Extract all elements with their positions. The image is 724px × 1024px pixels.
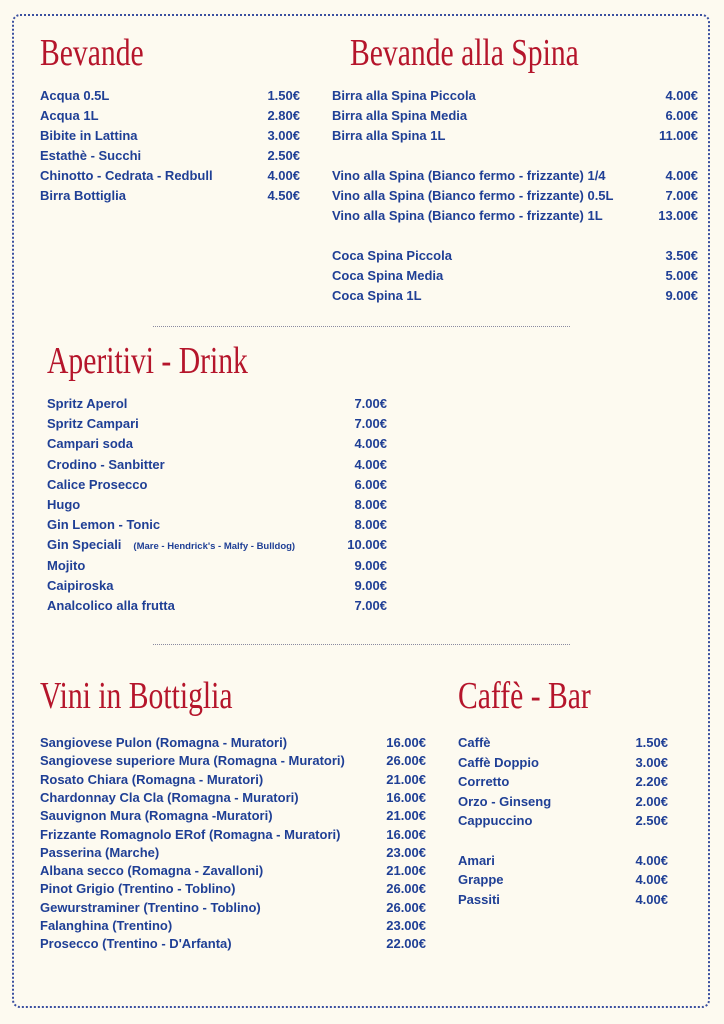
item-price: 21.00€ [386, 863, 426, 879]
item-name [47, 536, 295, 556]
item-name [47, 415, 139, 433]
item-name-text: Bibite in Lattina [40, 128, 138, 143]
item-name [332, 247, 452, 265]
item-name-text: Sangiovese superiore Mura (Romagna - Muratori) [40, 753, 345, 769]
item-name [332, 107, 467, 125]
item-price: 9.00€ [665, 288, 698, 303]
section-divider [153, 326, 570, 327]
menu-item [458, 852, 668, 870]
menu-item [332, 247, 698, 265]
menu-item [47, 395, 387, 413]
section-divider [153, 644, 570, 645]
menu-item [40, 826, 426, 844]
item-name-text: Crodino - Sanbitter [47, 456, 165, 472]
item-price: 4.00€ [354, 456, 387, 472]
item-price: 4.00€ [354, 436, 387, 452]
item-name-text: Passiti [458, 891, 500, 907]
menu-item [40, 899, 426, 917]
item-name-text: Vino alla Spina (Bianco fermo - frizzante) 1L [332, 208, 603, 223]
menu-item [458, 793, 668, 811]
item-name [40, 826, 340, 844]
item-name-text: Analcolico alla frutta [47, 598, 175, 613]
menu-item [40, 127, 300, 145]
item-name [40, 789, 299, 807]
menu-item [332, 187, 698, 205]
item-name-text: Coca Spina 1L [332, 288, 422, 303]
item-price: 3.00€ [267, 128, 300, 143]
item-name [40, 187, 126, 205]
item-name [40, 899, 261, 917]
menu-item [47, 536, 387, 554]
item-name-text: Caffè Doppio [458, 754, 539, 770]
item-name-text: Acqua 1L [40, 108, 99, 123]
item-name [458, 812, 532, 830]
item-name-text: Spritz Campari [47, 416, 139, 432]
item-name-text: Corretto [458, 774, 510, 790]
item-name-text: Orzo - Ginseng [458, 793, 552, 809]
item-price: 4.00€ [635, 872, 668, 888]
item-name [40, 917, 172, 935]
item-name [47, 496, 80, 514]
item-note: (Mare - Hendrick's - Malfy - Bulldog) [133, 541, 296, 553]
item-name-text: Birra Bottiglia [40, 188, 126, 203]
item-name-text: Sauvignon Mura (Romagna -Muratori) [40, 808, 273, 824]
item-price: 7.00€ [354, 396, 387, 411]
item-name-text: Chardonnay Cla Cla (Romagna - Muratori) [40, 789, 299, 805]
item-name-text: Hugo [47, 497, 81, 512]
item-price: 7.00€ [665, 188, 698, 203]
item-name-text: Gin Lemon - Tonic [47, 517, 161, 533]
menu-item [332, 167, 698, 185]
menu-item [47, 435, 387, 453]
item-price: 2.20€ [635, 774, 668, 790]
menu-item [47, 476, 387, 494]
menu-item [458, 812, 668, 830]
item-name-text: Grappe [458, 872, 504, 888]
item-price: 23.00€ [386, 918, 426, 933]
item-name-text: Acqua 0.5L [40, 88, 110, 103]
menu-item [332, 207, 698, 225]
item-name [47, 557, 85, 575]
item-price: 2.00€ [635, 793, 668, 809]
item-price: 9.00€ [354, 577, 387, 593]
item-name [40, 87, 109, 105]
item-name-text: Estathè - Succhi [40, 148, 142, 163]
item-price: 9.00€ [354, 557, 387, 573]
item-price: 5.00€ [665, 268, 698, 283]
item-name [458, 852, 495, 870]
item-name [458, 734, 491, 752]
item-name-text: Gin Speciali [47, 537, 122, 553]
menu-item [332, 267, 698, 285]
item-name-text: Coca Spina Media [332, 268, 444, 283]
item-name [40, 771, 263, 789]
menu-item [40, 752, 426, 770]
menu-item [40, 935, 426, 953]
item-name-text: Caipiroska [47, 577, 114, 593]
item-name [332, 267, 443, 285]
section-title-spina: Bevande alla Spina [350, 32, 579, 74]
item-price: 2.50€ [267, 148, 300, 163]
item-price: 3.50€ [665, 248, 698, 263]
item-name [40, 844, 159, 862]
menu-item [40, 862, 426, 880]
item-name [332, 287, 422, 305]
item-name [332, 167, 606, 185]
item-name [332, 127, 445, 145]
item-price: 7.00€ [354, 416, 387, 432]
item-name [40, 107, 99, 125]
menu-item [40, 187, 300, 205]
menu-item [458, 891, 668, 909]
menu-item [458, 871, 668, 889]
item-name-text: Pinot Grigio (Trentino - Toblino) [40, 881, 236, 897]
menu-item [40, 880, 426, 898]
item-name [458, 891, 500, 909]
menu-item [40, 167, 300, 185]
item-name [47, 516, 160, 534]
item-price: 4.00€ [267, 168, 300, 183]
menu-item [332, 287, 698, 305]
item-name-text: Calice Prosecco [47, 476, 148, 492]
item-name [458, 773, 509, 791]
menu-item [40, 87, 300, 105]
item-name-text: Vino alla Spina (Bianco fermo - frizzante) 1/4 [332, 168, 606, 183]
item-name [47, 395, 127, 413]
item-price: 26.00€ [386, 753, 426, 769]
item-price: 3.00€ [635, 754, 668, 770]
item-price: 6.00€ [665, 108, 698, 123]
item-name-text: Chinotto - Cedrata - Redbull [40, 168, 213, 183]
item-name [40, 935, 232, 953]
menu-item [458, 754, 668, 772]
item-price: 4.00€ [635, 891, 668, 907]
menu-item [332, 87, 698, 105]
menu-item [40, 734, 426, 752]
item-price: 8.00€ [354, 497, 387, 512]
item-name-text: Coca Spina Piccola [332, 248, 452, 263]
item-price: 4.00€ [665, 168, 698, 183]
item-name-text: Cappuccino [458, 813, 533, 829]
item-price: 2.50€ [635, 813, 668, 829]
item-price: 16.00€ [386, 826, 426, 842]
menu-item [458, 734, 668, 752]
item-name [40, 807, 273, 825]
item-name [458, 871, 504, 889]
item-name-text: Birra alla Spina Media [332, 108, 468, 123]
item-name [40, 880, 235, 898]
item-name [47, 476, 147, 494]
section-title-aperitivi: Aperitivi - Drink [47, 340, 248, 382]
menu-item [47, 597, 387, 615]
menu-item [47, 557, 387, 575]
item-name-text: Caffè [458, 735, 491, 750]
menu-item [47, 415, 387, 433]
item-name [40, 127, 138, 145]
item-name-text: Sangiovese Pulon (Romagna - Muratori) [40, 735, 288, 750]
item-name [40, 167, 213, 185]
item-name-text: Amari [458, 852, 495, 868]
menu-item [40, 844, 426, 862]
menu-item [40, 147, 300, 165]
menu-item [40, 107, 300, 125]
menu-item [40, 807, 426, 825]
item-name-text: Birra alla Spina Piccola [332, 88, 476, 103]
item-price: 7.00€ [354, 598, 387, 613]
item-price: 1.50€ [267, 88, 300, 103]
item-price: 10.00€ [347, 537, 387, 553]
menu-item [40, 771, 426, 789]
item-name-text: Passerina (Marche) [40, 844, 160, 860]
item-price: 1.50€ [635, 735, 668, 750]
item-price: 13.00€ [658, 208, 698, 223]
item-price: 4.00€ [635, 852, 668, 868]
item-name-text: Vino alla Spina (Bianco fermo - frizzante) 0.5L [332, 188, 614, 203]
item-name-text: Birra alla Spina 1L [332, 128, 446, 143]
item-price: 6.00€ [354, 476, 387, 492]
section-title-bevande: Bevande [40, 32, 144, 74]
item-price: 16.00€ [386, 735, 426, 750]
item-name-text: Falanghina (Trentino) [40, 918, 173, 933]
item-name [332, 87, 476, 105]
section-title-caffe: Caffè - Bar [458, 675, 591, 717]
item-price: 2.80€ [267, 108, 300, 123]
item-name-text: Prosecco (Trentino - D'Arfanta) [40, 936, 232, 952]
menu-item [332, 107, 698, 125]
item-name-text: Mojito [47, 557, 86, 573]
menu-item [47, 496, 387, 514]
item-name-text: Campari soda [47, 436, 133, 452]
section-title-vini: Vini in Bottiglia [40, 675, 233, 717]
item-name [332, 187, 613, 205]
menu-item [47, 516, 387, 534]
item-name-text: Gewurstraminer (Trentino - Toblino) [40, 899, 261, 915]
item-name [458, 754, 539, 772]
item-price: 21.00€ [386, 808, 426, 824]
item-name [47, 577, 113, 595]
item-name [458, 793, 551, 811]
item-name [40, 752, 345, 770]
menu-item [40, 789, 426, 807]
item-price: 4.50€ [267, 188, 300, 203]
item-name [40, 147, 141, 165]
item-price: 26.00€ [386, 881, 426, 897]
item-name [47, 597, 175, 615]
item-price: 23.00€ [386, 844, 426, 860]
menu-item [332, 127, 698, 145]
item-name [332, 207, 603, 225]
item-price: 21.00€ [386, 771, 426, 787]
item-price: 22.00€ [386, 936, 426, 952]
item-price: 4.00€ [665, 88, 698, 103]
item-name-text: Rosato Chiara (Romagna - Muratori) [40, 771, 264, 787]
menu-item [40, 917, 426, 935]
item-price: 26.00€ [386, 899, 426, 915]
menu-item [47, 456, 387, 474]
item-price: 16.00€ [386, 789, 426, 805]
menu-item [458, 773, 668, 791]
item-name [47, 435, 133, 453]
item-name-text: Spritz Aperol [47, 396, 128, 411]
menu-item [47, 577, 387, 595]
item-name [40, 734, 287, 752]
item-name [47, 456, 165, 474]
item-name-text: Albana secco (Romagna - Zavalloni) [40, 863, 264, 879]
item-name-text: Frizzante Romagnolo ERof (Romagna - Muratori) [40, 826, 341, 842]
item-price: 8.00€ [354, 517, 387, 533]
item-price: 11.00€ [658, 128, 698, 143]
item-name [40, 862, 263, 880]
